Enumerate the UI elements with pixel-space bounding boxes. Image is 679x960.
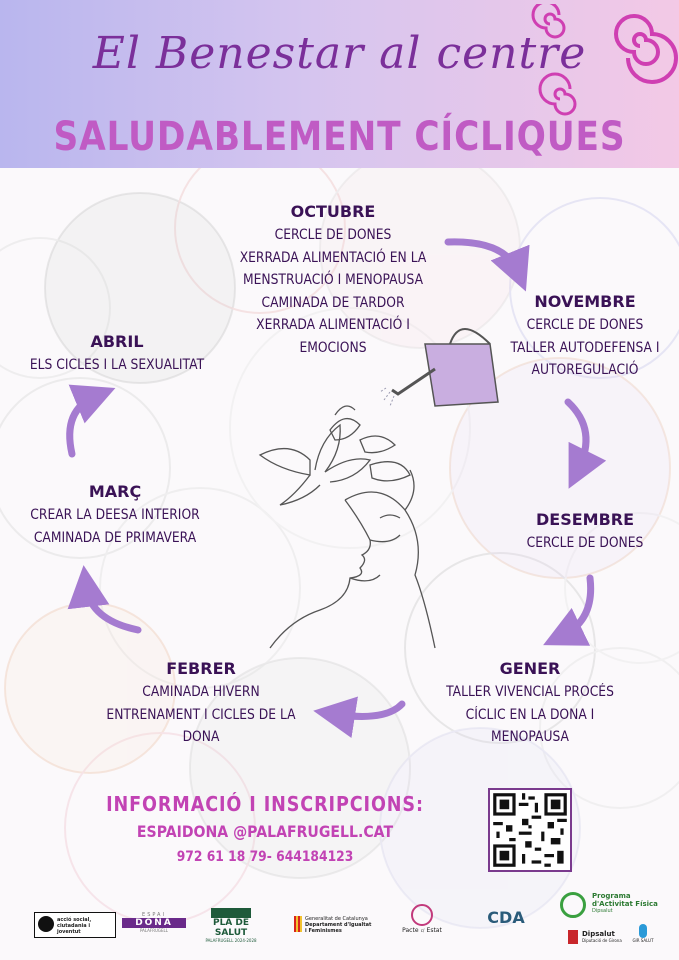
- activity: MENOPAUSA: [491, 729, 569, 745]
- activity: AUTOREGULACIÓ: [531, 362, 639, 378]
- logo-programa-mark: [560, 892, 586, 918]
- activity: TALLER VIVENCIAL PROCÉS: [446, 684, 614, 700]
- logo-generalitat: [294, 916, 374, 934]
- info-title: INFORMACIÓ I INSCRIPCIONS:: [106, 792, 424, 816]
- script-title: El Benestar al centre: [92, 28, 587, 79]
- month-marc: [10, 480, 220, 549]
- logo-estat-text: Estat: [426, 927, 442, 934]
- logo-dipsalut-sub: Diputació de Girona: [582, 938, 622, 943]
- month-abril: [12, 330, 222, 377]
- cycle-arrow-icon: [448, 242, 518, 272]
- logo-accio-social: [34, 912, 116, 938]
- logo-programa-line1: Programa: [592, 892, 631, 900]
- logo-programa-line2: d'Activitat Física: [592, 900, 658, 908]
- month-desembre: [500, 508, 670, 555]
- month-name: MARÇ: [88, 482, 142, 501]
- qr-code-icon: [490, 790, 570, 870]
- logo-pacte-estat: [402, 904, 442, 934]
- logo-dipsalut-text: Dipsalut: [582, 930, 615, 938]
- activity: CAMINADA DE PRIMAVERA: [33, 529, 197, 546]
- cycle-arrow-icon: [562, 578, 591, 636]
- month-name: FEBRER: [166, 659, 236, 678]
- logo-espai-dona-text: DONA: [122, 918, 186, 928]
- cycle-arrow-icon: [568, 402, 586, 470]
- logo-generalitat-line2: Departament d'Igualtat: [305, 922, 372, 928]
- activity: EMOCIONS: [299, 339, 367, 356]
- info-section: [60, 792, 470, 865]
- cycle-arrow-icon: [334, 704, 402, 716]
- logo-dipsalut-mark: [568, 930, 578, 944]
- activity: ENTRENAMENT I CICLES DE LA: [106, 706, 296, 723]
- logo-programa-line3: Dipsalut: [592, 908, 613, 914]
- logo-pla-salut-sub: PALAFRUGELL 2024-2028: [205, 938, 257, 943]
- month-name: GENER: [499, 659, 561, 678]
- cycle-arrow-icon: [70, 396, 96, 454]
- month-name: NOVEMBRE: [534, 292, 636, 311]
- activity: DONA: [182, 729, 220, 745]
- logo-accio-social-mark: [38, 916, 54, 932]
- month-name: ABRIL: [90, 332, 144, 351]
- month-gener: [420, 657, 640, 749]
- logo-generalitat-line3: i Feminismes: [305, 928, 342, 934]
- activity: CAMINADA HIVERN: [142, 684, 260, 700]
- activity: CERCLE DE DONES: [526, 535, 644, 551]
- activity: XERRADA ALIMENTACIÓ I: [256, 317, 410, 333]
- cycle-arrow-icon: [86, 586, 138, 630]
- logo-pacte-mark: [411, 904, 433, 926]
- month-febrer: [86, 657, 316, 749]
- logo-pla-salut: [196, 908, 266, 943]
- logo-gir-salut-mark: [639, 924, 647, 938]
- info-email[interactable]: ESPAIDONA @PALAFRUGELL.CAT: [136, 822, 394, 841]
- logo-pla-salut-text: PLA DE SALUT: [212, 918, 250, 938]
- logo-pacte-amp: c/: [420, 928, 425, 933]
- month-novembre: [490, 290, 679, 382]
- logo-pla-salut-mark: [211, 908, 251, 918]
- activity: CÍCLIC EN LA DONA I: [465, 706, 595, 723]
- activity: ELS CICLES I LA SEXUALITAT: [29, 357, 205, 373]
- sponsor-logos: [0, 890, 679, 960]
- activity: CERCLE DE DONES: [526, 317, 644, 333]
- logo-espai-label: ESPAI: [142, 912, 166, 918]
- info-phone[interactable]: 972 61 18 79- 644184123: [176, 849, 354, 865]
- activity: MENSTRUACIÓ I MENOPAUSA: [242, 272, 424, 288]
- logo-dipsalut: [568, 930, 628, 943]
- activity: XERRADA ALIMENTACIÓ EN LA: [239, 249, 427, 266]
- activity: CREAR LA DEESA INTERIOR: [30, 507, 200, 523]
- logo-cda-text: CDA: [487, 908, 525, 927]
- logo-generalitat-flag: [294, 916, 302, 932]
- logo-pacte-text: Pacte: [402, 927, 419, 934]
- logo-programa-activitat: [560, 892, 678, 914]
- month-name: OCTUBRE: [290, 202, 376, 221]
- logo-accio-social-text: acció social, ciutadania i joventut: [57, 917, 92, 935]
- woman-flowers-illustration: [250, 400, 450, 650]
- logo-cda: [486, 908, 526, 927]
- logo-generalitat-line1: Generalitat de Catalunya: [305, 916, 368, 922]
- logo-espai-sub: PALAFRUGELL: [139, 928, 169, 933]
- month-name: DESEMBRE: [535, 510, 635, 529]
- month-octubre: [208, 200, 458, 359]
- logo-gir-salut: [628, 924, 658, 943]
- activity: TALLER AUTODEFENSA I: [510, 339, 660, 356]
- activity: CAMINADA DE TARDOR: [261, 294, 405, 311]
- qr-code[interactable]: [488, 788, 572, 872]
- activity: CERCLE DE DONES: [274, 227, 392, 243]
- logo-gir-salut-text: GIR SALUT: [632, 938, 654, 943]
- main-title: SALUDABLEMENT CÍCLIQUES: [53, 114, 626, 160]
- logo-espai-dona: [122, 912, 186, 933]
